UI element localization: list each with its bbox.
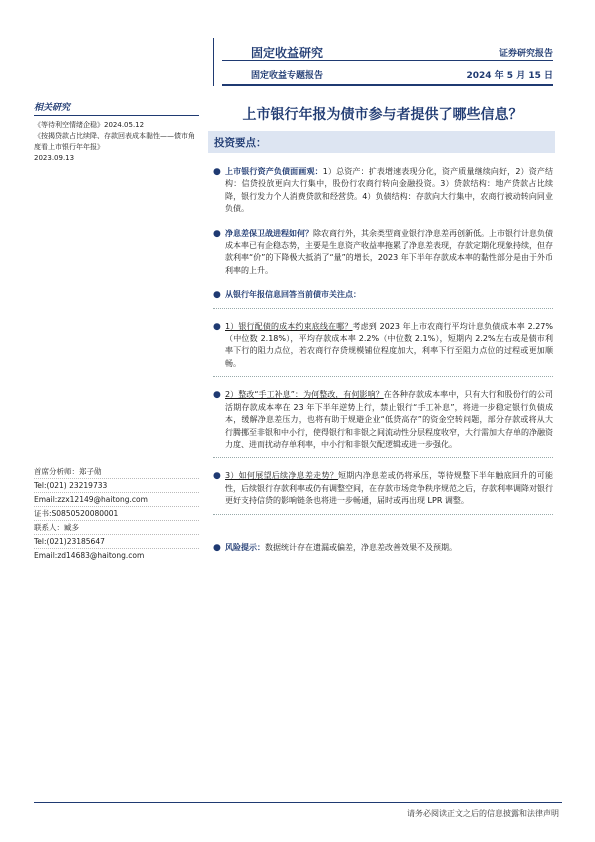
report-body: [213, 166, 553, 554]
related-item-2-date: 2023.09.13: [34, 154, 75, 162]
header-divider: [213, 38, 214, 86]
report-date: 2024 年 5 月 15 日: [466, 71, 553, 81]
bullet-icon: ●: [213, 228, 221, 239]
analyst-email[interactable]: Email:zzx12149@haitong.com: [34, 492, 199, 506]
paragraph-text: 数据统计存在遗漏或偏差，净息差改善效果不及预期。: [265, 542, 457, 552]
paragraph-lead: 1）银行配债的成本约束底线在哪？: [225, 321, 353, 331]
analyst-name: 首席分析师：郑子勋: [34, 467, 102, 476]
paragraph-lead: 净息差保卫战进程如何？: [225, 228, 313, 238]
contact-email[interactable]: Email:zd14683@haitong.com: [34, 548, 199, 562]
paragraph-text: 除农商行外，其余类型商业银行净息差再创新低。上市银行计息负债成本率已有企稳态势，主要是生息资产收益率拖累了净息差表现，存款定期化现象持续，但存款利率“价”的下降极大抵消了“量”的增长，2023 年下半年存款成本率的黏性部分是由于外币利率的上升。: [225, 228, 553, 275]
divider: [213, 376, 553, 377]
paragraph-text: 考虑到 2023 年上市农商行平均计息负债成本率 2.27%（中位数 2.18%），平均存款成本率 2.2%（中位数 2.1%），短期内 2.2%左右或是债市利率下行的阻力点位，若农商行存贷规模铺位程度加大，利率下行至阻力点位的过程或更加顺畅。: [225, 321, 553, 368]
bullet-icon: ●: [213, 167, 221, 177]
keypoints-label: 投资要点：: [214, 137, 267, 149]
bullet-icon: ●: [213, 290, 221, 301]
header-rule: [222, 60, 553, 61]
paragraph-outlook: [213, 470, 553, 507]
report-title: 上市银行年报为债市参与者提供了哪些信息？: [242, 107, 523, 123]
paragraph-lead: 2）整改“手工补息”：为何整改，有何影响？: [225, 390, 384, 400]
related-research: [34, 100, 199, 164]
analyst-info: [34, 465, 199, 562]
bullet-icon: ●: [213, 321, 221, 332]
paragraph-text: 短期内净息差或仍将承压，等待规整下半年触底回升的可能性，后续银行存款利率或仍有调整空间，在存款市场竞争秩序规范之后，存款利率调降对银行更好支持信贷的影响链条也将进一步畅通，届时或再出现 LPR 调整。: [225, 471, 554, 506]
paragraph-lead: 上市银行资产负债面画观：: [225, 167, 323, 176]
paragraph-balance-sheet: [213, 166, 553, 216]
analyst-tel: Tel:(021) 23219733: [34, 478, 199, 492]
paragraph-lead: 从银行年报信息回答当前债市关注点：: [225, 290, 361, 300]
paragraph-risk: [213, 542, 553, 554]
contact-name: 联系人：臧多: [34, 520, 199, 534]
keypoints-banner: [208, 131, 555, 153]
divider: [213, 308, 553, 309]
divider: [213, 514, 553, 515]
header-bottom-rule: [222, 84, 553, 86]
report-type: 证券研究报告: [498, 49, 553, 59]
bullet-icon: ●: [213, 471, 221, 482]
paragraph-manual-interest: [213, 389, 553, 451]
analyst-cert: 证书:S0850520080001: [34, 506, 199, 520]
paragraph-cost-floor: [213, 321, 553, 371]
paragraph-bond-focus: [213, 289, 553, 301]
related-title: 相关研究: [34, 100, 199, 116]
paragraph-text: 在各种存款成本率中，只有大行和股份行的公司活期存款成本率在 23 年下半年逆势上行，禁止银行“手工补息”，将进一步稳定银行负债成本，缓解净息差压力，也将有助于规避企业“低贷高存”的资金空转问题，部分存款或将从大行腾挪至非银和中小行，使得银行和非银之间流动性分层程度收窄，大行需加大存单的净融资力度、进而扰动存单利率，中小行和非银欠配逻辑或进一步强化。: [225, 390, 553, 449]
bullet-icon: ●: [213, 542, 221, 553]
contact-tel: Tel:(021)23185647: [34, 534, 199, 548]
paragraph-lead: 3）如何展望后续净息差走势？: [225, 471, 339, 481]
related-item-1[interactable]: 《等待利空情绪企稳》2024.05.12: [34, 121, 145, 129]
related-item-2[interactable]: 《按揭贷款占比续降、存款回表成本黏性——债市角度看上市银行年年报》: [34, 132, 195, 151]
paragraph-net-interest-margin: [213, 228, 553, 278]
bullet-icon: ●: [213, 390, 221, 401]
footer-disclaimer[interactable]: 请务必阅读正文之后的信息披露和法律声明: [407, 809, 559, 818]
paragraph-text: 1）总资产：扩表增速表现分化，资产质量继续向好，2）资产结构：信贷投放更向大行集中，股份行农商行转向金融投资。3）贷款结构：地产贷款占比续降，银行发力个人消费贷款和经营贷。4）负债结构：存款向大行集中，农商行被动转向同业负债。: [225, 167, 553, 214]
divider: [213, 457, 553, 458]
paragraph-lead: 风险提示：: [225, 542, 265, 552]
header-title: 固定收益研究: [250, 46, 323, 60]
footer-rule: [34, 802, 562, 803]
header-subtitle: 固定收益专题报告: [250, 71, 323, 81]
